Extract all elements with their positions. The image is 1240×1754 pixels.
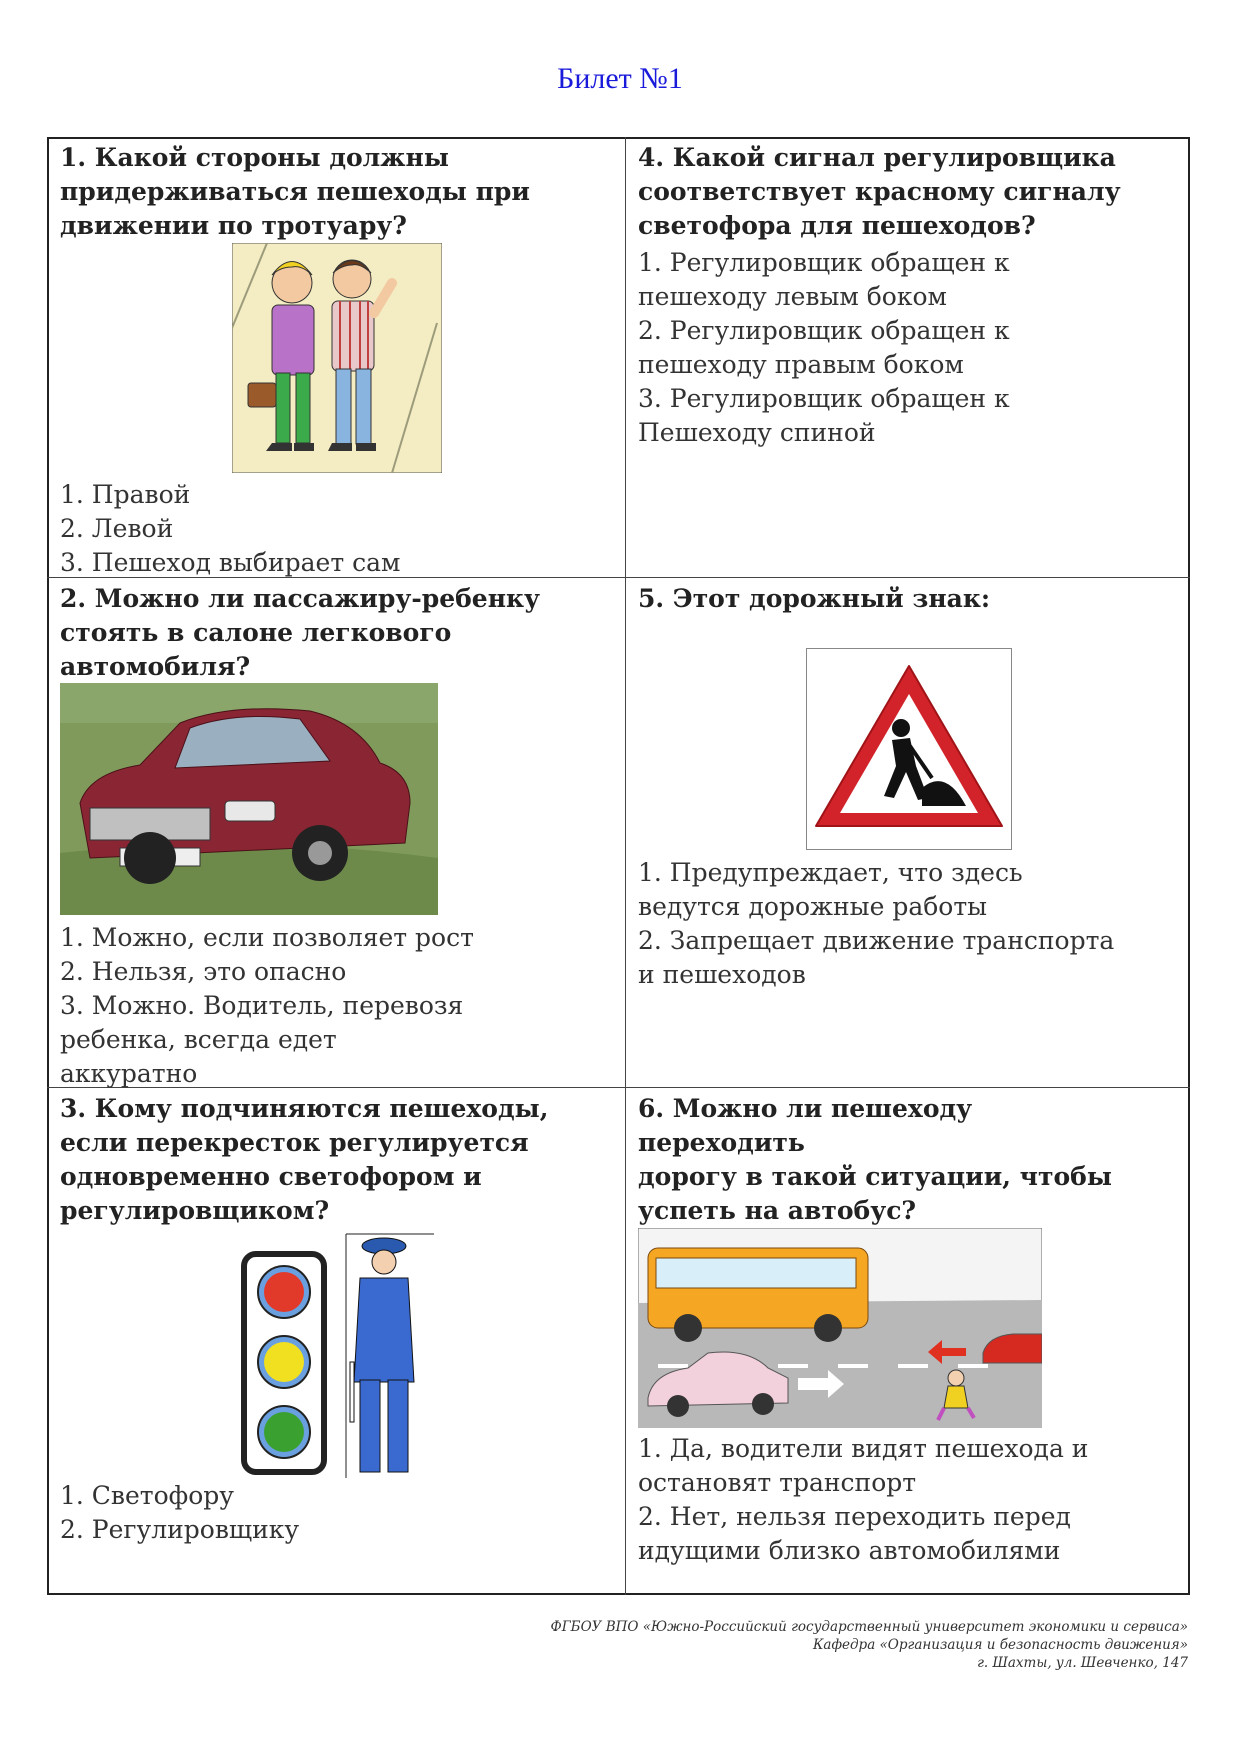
answer-2-2[interactable]: 2. Нельзя, это опасно [60, 957, 347, 986]
answer-4-1b[interactable]: пешеходу левым боком [638, 282, 947, 311]
table-divider-vertical [625, 137, 626, 1595]
answer-5-2a[interactable]: 2. Запрещает движение транспорта [638, 926, 1115, 955]
question-6-line-3: дорогу в такой ситуации, чтобы [638, 1162, 1112, 1191]
question-5: 5. Этот дорожный знак: [638, 584, 991, 613]
answer-4-2a[interactable]: 2. Регулировщик обращен к [638, 316, 1010, 345]
question-6 [638, 1092, 1183, 1228]
question-4: 4. Какой сигнал регулировщика соответствует красному сигналу светофора для пешеходов? [638, 143, 1121, 240]
answer-2-3c[interactable]: аккуратно [60, 1059, 198, 1088]
answer-6-2b[interactable]: идущими близко автомобилями [638, 1536, 1061, 1565]
answer-2-3a[interactable]: 3. Можно. Водитель, перевозя [60, 991, 464, 1020]
answers-5 [638, 856, 1114, 992]
answer-2-3b[interactable]: ребенка, всегда едет [60, 1025, 337, 1054]
two-boys-walking-illustration [232, 243, 442, 473]
answers-2 [60, 921, 474, 1091]
answers-4 [638, 246, 1010, 450]
answer-5-1b[interactable]: ведутся дорожные работы [638, 892, 988, 921]
answers-6 [638, 1432, 1088, 1568]
question-1: 1. Какой стороны должны придерживаться пешеходы при движении по тротуару? [60, 143, 530, 240]
road-works-sign [806, 648, 1012, 850]
answer-1-2[interactable]: 2. Левой [60, 514, 174, 543]
question-6-line-2: переходить [638, 1128, 805, 1157]
answer-6-1b[interactable]: остановят транспорт [638, 1468, 917, 1497]
footer-address: г. Шахты, ул. Шевченко, 147 [977, 1655, 1188, 1671]
answer-4-3a[interactable]: 3. Регулировщик обращен к [638, 384, 1010, 413]
question-2: 2. Можно ли пассажиру-ребенку стоять в салоне легкового автомобиля? [60, 584, 541, 681]
answer-5-1a[interactable]: 1. Предупреждает, что здесь [638, 858, 1023, 887]
answers-1 [60, 478, 400, 580]
answer-3-2[interactable]: 2. Регулировщику [60, 1515, 300, 1544]
answer-3-1[interactable]: 1. Светофору [60, 1481, 235, 1510]
question-6-line-4: успеть на автобус? [638, 1196, 917, 1225]
answer-4-1a[interactable]: 1. Регулировщик обращен к [638, 248, 1010, 277]
answer-4-3b[interactable]: Пешеходу спиной [638, 418, 876, 447]
answer-2-1[interactable]: 1. Можно, если позволяет рост [60, 923, 474, 952]
answer-5-2b[interactable]: и пешеходов [638, 960, 806, 989]
footer [551, 1618, 1188, 1672]
traffic-light-and-officer-illustration [238, 1232, 438, 1478]
footer-department: Кафедра «Организация и безопасность движения» [812, 1637, 1188, 1653]
answer-6-1a[interactable]: 1. Да, водители видят пешехода и [638, 1434, 1089, 1463]
bus-road-crossing-illustration [638, 1228, 1042, 1428]
answers-3 [60, 1479, 299, 1547]
answer-1-1[interactable]: 1. Правой [60, 480, 191, 509]
answer-1-3[interactable]: 3. Пешеход выбирает сам [60, 548, 401, 577]
answer-4-2b[interactable]: пешеходу правым боком [638, 350, 964, 379]
ticket-title: Билет №1 [557, 62, 683, 95]
question-3: 3. Кому подчиняются пешеходы, если перекресток регулируется одновременно светофором и регулировщиком? [60, 1094, 549, 1225]
footer-institution: ФГБОУ ВПО «Южно-Российский государственный университет экономики и сервиса» [550, 1619, 1188, 1635]
red-sedan-photo [60, 683, 438, 915]
answer-6-2a[interactable]: 2. Нет, нельзя переходить перед [638, 1502, 1071, 1531]
question-6-line-1: 6. Можно ли пешеходу [638, 1094, 973, 1123]
